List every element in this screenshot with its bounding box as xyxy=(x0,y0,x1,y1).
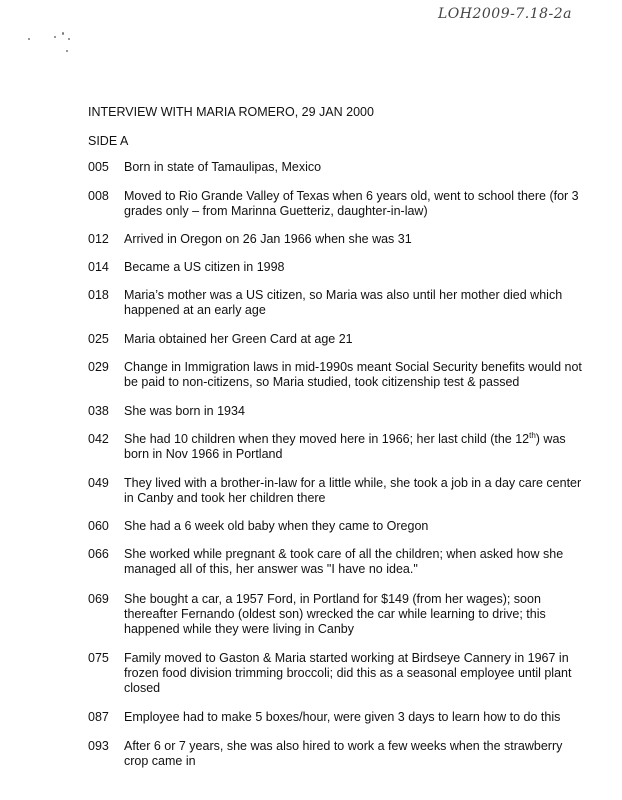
log-entry xyxy=(88,651,588,696)
tape-counter: 060 xyxy=(88,519,109,533)
log-entry xyxy=(88,189,588,219)
entry-text: After 6 or 7 years, she was also hired to work a few weeks when the strawberry crop came in xyxy=(124,739,563,768)
entry-text: Employee had to make 5 boxes/hour, were given 3 days to learn how to do this xyxy=(124,710,561,724)
entry-text: Moved to Rio Grande Valley of Texas when 6 years old, went to school there (for 3 grades only – from Marinna Guetteriz, daughter-in-law) xyxy=(124,189,579,218)
log-entry xyxy=(88,360,588,390)
log-entry xyxy=(88,160,588,175)
tape-counter: 038 xyxy=(88,404,109,418)
interview-log xyxy=(88,160,588,769)
tape-counter: 042 xyxy=(88,432,109,446)
entry-text: They lived with a brother-in-law for a little while, she took a job in a day care center in Canby and took her children there xyxy=(124,476,582,505)
tape-counter: 005 xyxy=(88,160,109,174)
handwritten-archive-number: LOH2009-7.18-2a xyxy=(438,6,572,22)
side-label: SIDE A xyxy=(88,134,129,148)
log-entry xyxy=(88,432,588,462)
tape-counter: 049 xyxy=(88,476,109,490)
log-entry xyxy=(88,404,588,419)
log-entry xyxy=(88,592,588,637)
log-entry xyxy=(88,476,588,506)
tape-counter: 087 xyxy=(88,710,109,724)
log-entry xyxy=(88,710,588,725)
document-title: INTERVIEW WITH MARIA ROMERO, 29 JAN 2000 xyxy=(88,105,374,119)
tape-counter: 008 xyxy=(88,189,109,203)
entry-text: She was born in 1934 xyxy=(124,404,245,418)
log-entry xyxy=(88,288,588,318)
entry-text: Arrived in Oregon on 26 Jan 1966 when she was 31 xyxy=(124,232,412,246)
log-entry xyxy=(88,260,588,275)
entry-text: She bought a car, a 1957 Ford, in Portland for $149 (from her wages); soon thereafter Fernando (oldest son) wrecked the car while learning to drive; this happened while they were living in Canby xyxy=(124,592,546,636)
tape-counter: 066 xyxy=(88,547,109,561)
tape-counter: 018 xyxy=(88,288,109,302)
entry-text: She worked while pregnant & took care of all the children; when asked how she managed all of this, her answer was "I have no idea." xyxy=(124,547,564,576)
log-entry xyxy=(88,332,588,347)
entry-text: Born in state of Tamaulipas, Mexico xyxy=(124,160,322,174)
entry-text: Change in Immigration laws in mid-1990s meant Social Security benefits would not be paid to non-citizens, so Maria studied, took citizenship test & passed xyxy=(124,360,582,389)
entry-text: Maria’s mother was a US citizen, so Maria was also until her mother died which happened at an early age xyxy=(124,288,563,317)
entry-text: She had 10 children when they moved here in 1966; her last child (the 12th) was born in Nov 1966 in Portland xyxy=(124,430,566,461)
entry-text: Became a US citizen in 1998 xyxy=(124,260,285,274)
entry-text: Maria obtained her Green Card at age 21 xyxy=(124,332,353,346)
entry-text: She had a 6 week old baby when they came to Oregon xyxy=(124,519,429,533)
tape-counter: 093 xyxy=(88,739,109,753)
tape-counter: 012 xyxy=(88,232,109,246)
tape-counter: 069 xyxy=(88,592,109,606)
tape-counter: 014 xyxy=(88,260,109,274)
log-entry xyxy=(88,739,588,769)
log-entry xyxy=(88,232,588,247)
entry-text: Family moved to Gaston & Maria started working at Birdseye Cannery in 1967 in frozen food division trimming broccoli; did this as a seasonal employee until plant closed xyxy=(124,651,572,695)
tape-counter: 029 xyxy=(88,360,109,374)
tape-counter: 075 xyxy=(88,651,109,665)
log-entry xyxy=(88,547,588,577)
log-entry xyxy=(88,519,588,534)
tape-counter: 025 xyxy=(88,332,109,346)
